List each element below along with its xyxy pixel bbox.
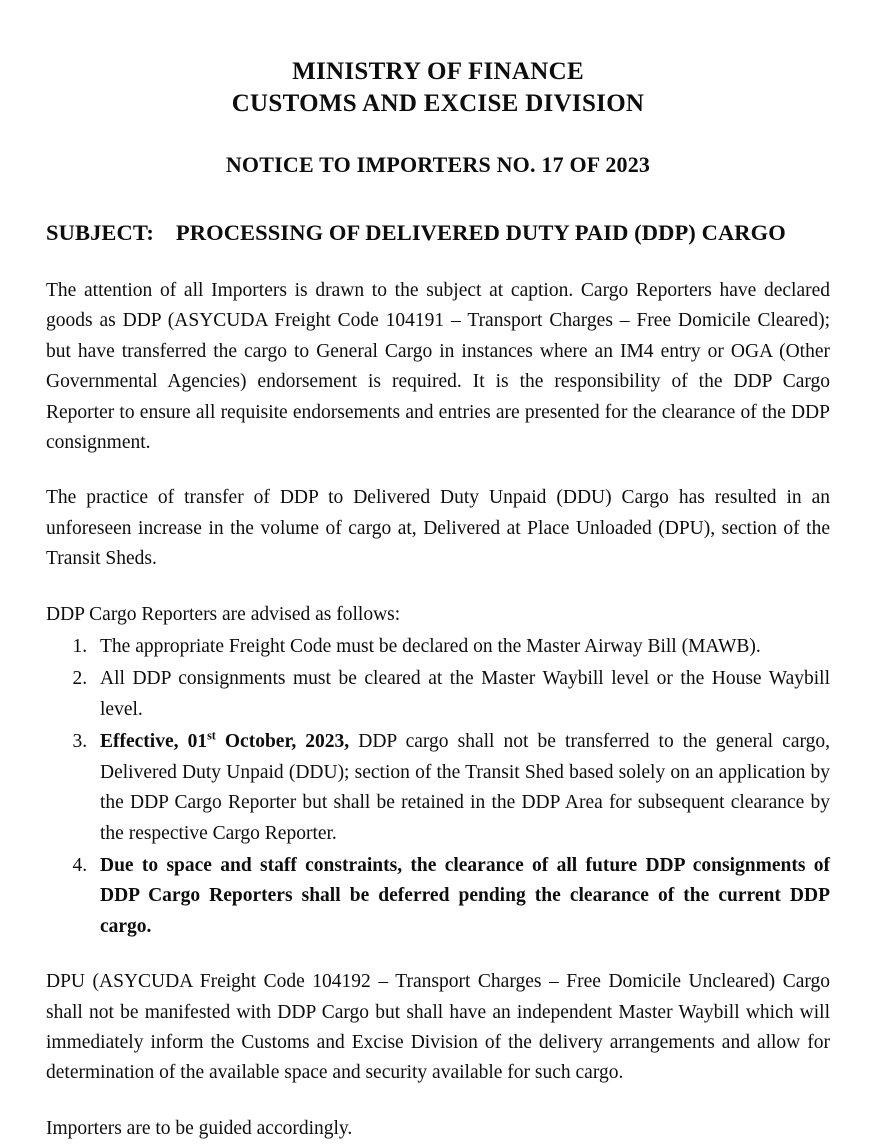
paragraph-3: DPU (ASYCUDA Freight Code 104192 – Transport Charges – Free Domicile Uncleared) Cargo shall not be manifested with DDP Cargo but shall have an independent Master Waybill which will immediately inform the Customs and Excise Division of the delivery arrangements and allow for determination of the available space and security available for such cargo. bbox=[46, 971, 830, 1084]
list-item bbox=[92, 727, 830, 849]
subject-row bbox=[46, 220, 830, 246]
list-intro: DDP Cargo Reporters are advised as follows: bbox=[46, 603, 401, 625]
closing-line: Importers are to be guided accordingly. bbox=[46, 1117, 353, 1139]
list-item-text: The appropriate Freight Code must be declared on the Master Airway Bill (MAWB). bbox=[100, 636, 761, 658]
list-item-bold-prefix: Effective, 01st October, 2023, bbox=[100, 728, 350, 753]
document-header bbox=[46, 56, 830, 178]
subject-text: PROCESSING OF DELIVERED DUTY PAID (DDP) CARGO bbox=[175, 220, 786, 245]
paragraph-1: The attention of all Importers is drawn to the subject at caption. Cargo Reporters have declared goods as DDP (ASYCUDA Freight Code 104191 – Transport Charges – Free Domicile Cleared); but have transferred the cargo to General Cargo in instances where an IM4 entry or OGA (Other Governmental Agencies) endorsement is required. It is the responsibility of the DDP Cargo Reporter to ensure all requisite endorsements and entries are presented for the clearance of the DDP consignment. bbox=[46, 280, 830, 454]
division-name-line-2: CUSTOMS AND EXCISE DIVISION bbox=[231, 90, 645, 117]
subject-label: SUBJECT: bbox=[46, 220, 154, 245]
list-item bbox=[92, 632, 830, 662]
list-item-text: DDP cargo shall not be transferred to the general cargo, Delivered Duty Unpaid (DDU); section of the Transit Shed based solely on an application by the DDP Cargo Reporter but shall be retained in the DDP Area for subsequent clearance by the respective Cargo Reporter. bbox=[100, 731, 830, 844]
list-item bbox=[92, 664, 830, 725]
list-item-text: Due to space and staff constraints, the clearance of all future DDP consignments of DDP Cargo Reporters shall be deferred pending the clearance of the current DDP cargo. bbox=[100, 854, 830, 937]
notice-title: NOTICE TO IMPORTERS NO. 17 OF 2023 bbox=[225, 152, 651, 177]
paragraph-2: The practice of transfer of DDP to Delivered Duty Unpaid (DDU) Cargo has resulted in an unforeseen increase in the volume of cargo at, Delivered at Place Unloaded (DPU), section of the Transit Sheds. bbox=[46, 487, 830, 570]
list-item-text: All DDP consignments must be cleared at the Master Waybill level or the House Waybill level. bbox=[100, 668, 830, 720]
ministry-name-line-1: MINISTRY OF FINANCE bbox=[292, 58, 584, 85]
list-item bbox=[92, 851, 830, 942]
advice-list bbox=[46, 632, 830, 942]
